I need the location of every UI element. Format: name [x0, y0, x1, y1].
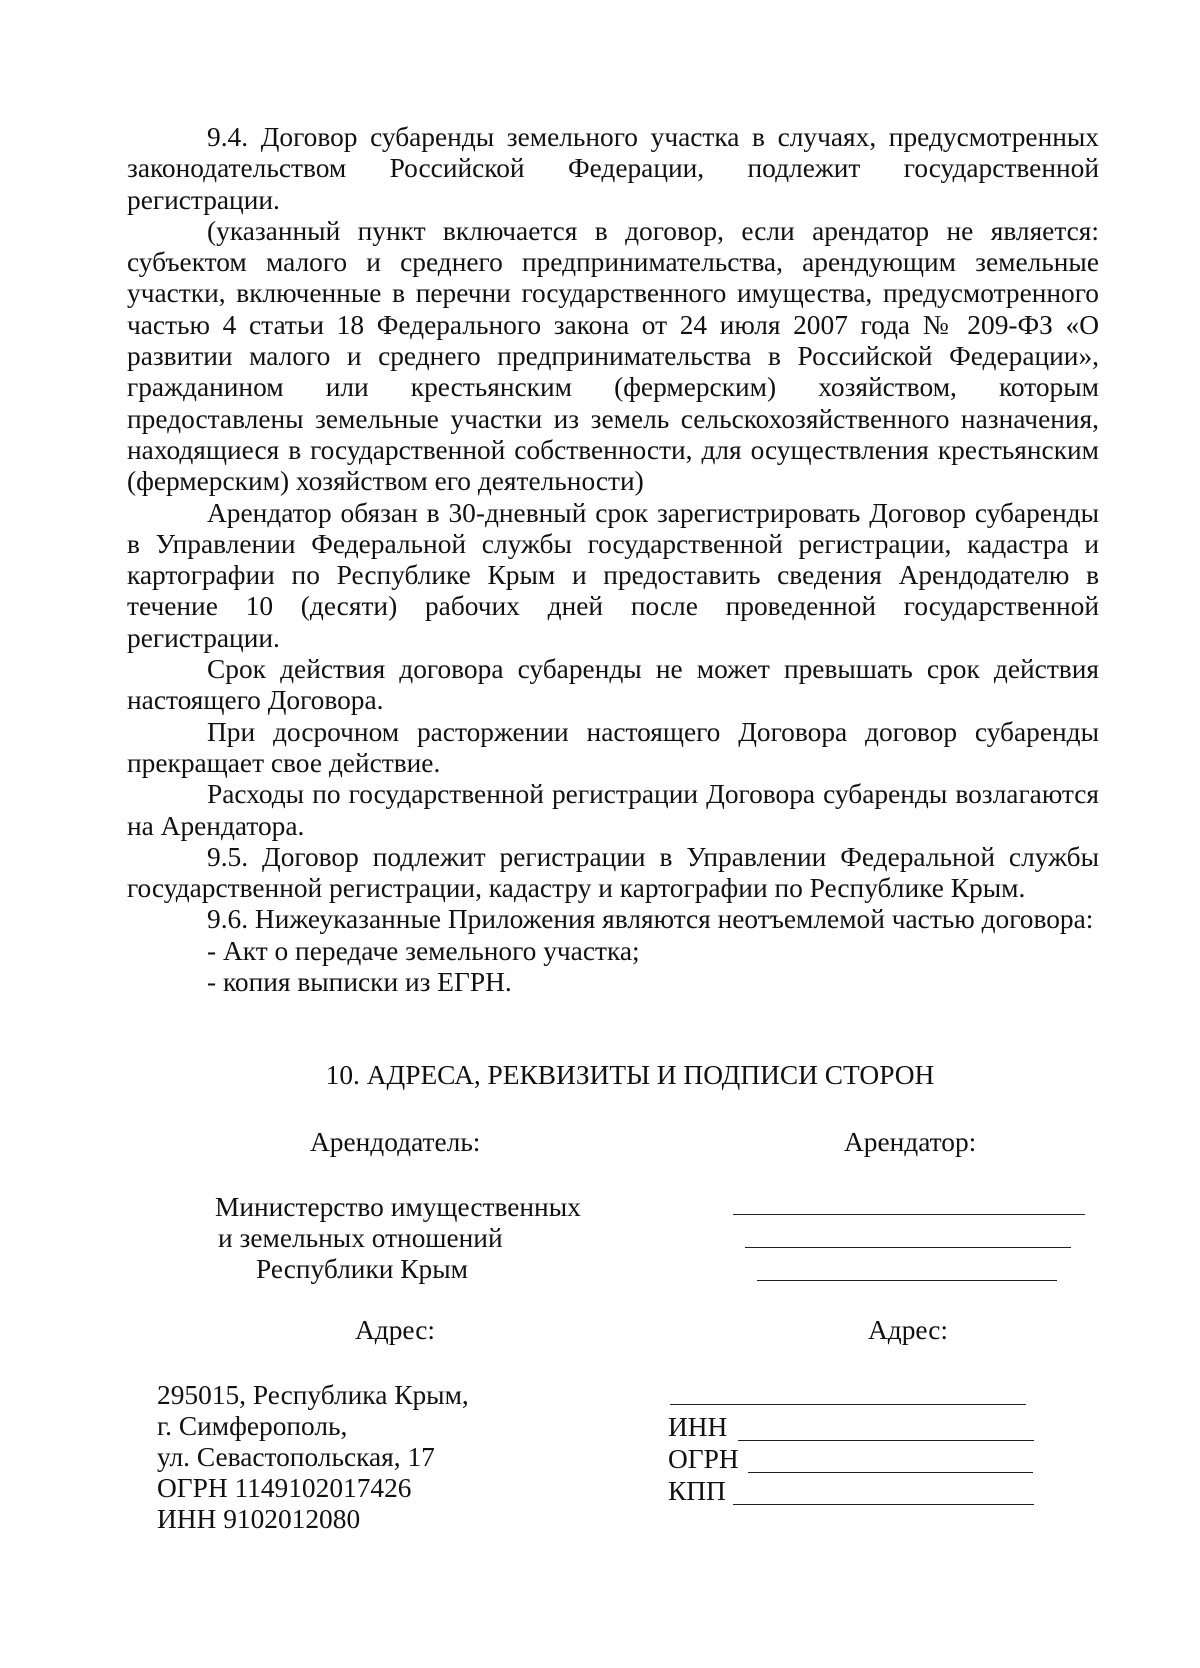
address-line	[670, 1404, 1026, 1405]
document-body	[127, 122, 1099, 998]
paragraph-expenses: Расходы по государственной регистрации Договора субаренды возлагаются на Арендатора.	[127, 779, 1099, 841]
lessor-address-line: г. Симферополь,	[157, 1411, 348, 1441]
signature-line	[733, 1214, 1085, 1215]
lessor-name-line: Министерство имущественных	[215, 1192, 581, 1222]
signature-line	[757, 1280, 1057, 1281]
paragraph-9-5: 9.5. Договор подлежит регистрации в Управлении Федеральной службы государственной регистрации, кадастру и картографии по Республике Крым.	[127, 841, 1099, 904]
lessor-address-line: ул. Севастопольская, 17	[157, 1442, 435, 1472]
lessor-name-line: и земельных отношений	[218, 1223, 503, 1253]
inn-line	[738, 1440, 1034, 1441]
paragraph-term: Срок действия договора субаренды не может превышать срок действия настоящего Договора.	[127, 654, 1099, 716]
kpp-line	[733, 1504, 1034, 1505]
lessee-kpp-label: КПП	[668, 1476, 726, 1506]
lessee-address-label: Адрес:	[868, 1315, 949, 1345]
paragraph-note: (указанный пункт включается в договор, если арендатор не является: субъектом малого и среднего предпринимательства, арендующим земельные участки, включенные в перечни государственного имущества, предусмотренного частью 4 статьи 18 Федерального закона от 24 июля 2007 года № 209-ФЗ «О развитии малого и среднего предпринимательства в Российской Федерации», гражданином или крестьянским (фермерским) хозяйством, которым предоставлены земельные участки из земель сельскохозяйственного назначения, находящиеся в государственной собственности, для осуществления крестьянским (фермерским) хозяйством его деятельности)	[127, 215, 1099, 497]
signature-line	[745, 1247, 1071, 1248]
paragraph-9-6: 9.6. Нижеуказанные Приложения являются неотъемлемой частью договора:	[207, 904, 1094, 935]
lessee-label: Арендатор:	[844, 1127, 977, 1157]
lessor-label: Арендодатель:	[310, 1127, 481, 1157]
paragraph-registration-duty: Арендатор обязан в 30-дневный срок зарегистрировать Договор субаренды в Управлении Федеральной службы государственной регистрации, кадастра и картографии по Республике Крым и предоставить сведения Арендодателю в течение 10 (десяти) рабочих дней после проведенной государственной регистрации.	[127, 497, 1099, 653]
lessor-address-line: 295015, Республика Крым,	[157, 1380, 469, 1410]
ogrn-line	[748, 1472, 1033, 1473]
lessor-name-line: Республики Крым	[256, 1254, 468, 1284]
lessee-inn-label: ИНН	[668, 1412, 728, 1442]
paragraph-termination: При досрочном расторжении настоящего Договора договор субаренды прекращает свое действие.	[127, 716, 1099, 778]
annex-item: - копия выписки из ЕГРН.	[207, 967, 512, 998]
paragraph-9-4: 9.4. Договор субаренды земельного участка в случаях, предусмотренных законодательством Российской Федерации, подлежит государственной регистрации.	[127, 122, 1099, 215]
section-heading: 10. АДРЕСА, РЕКВИЗИТЫ И ПОДПИСИ СТОРОН	[325, 1060, 935, 1090]
lessor-inn: ИНН 9102012080	[157, 1504, 361, 1534]
lessee-ogrn-label: ОГРН	[668, 1444, 739, 1474]
annex-item: - Акт о передаче земельного участка;	[207, 935, 640, 966]
lessor-ogrn: ОГРН 1149102017426	[157, 1473, 412, 1503]
lessor-address-label: Адрес:	[355, 1315, 436, 1345]
